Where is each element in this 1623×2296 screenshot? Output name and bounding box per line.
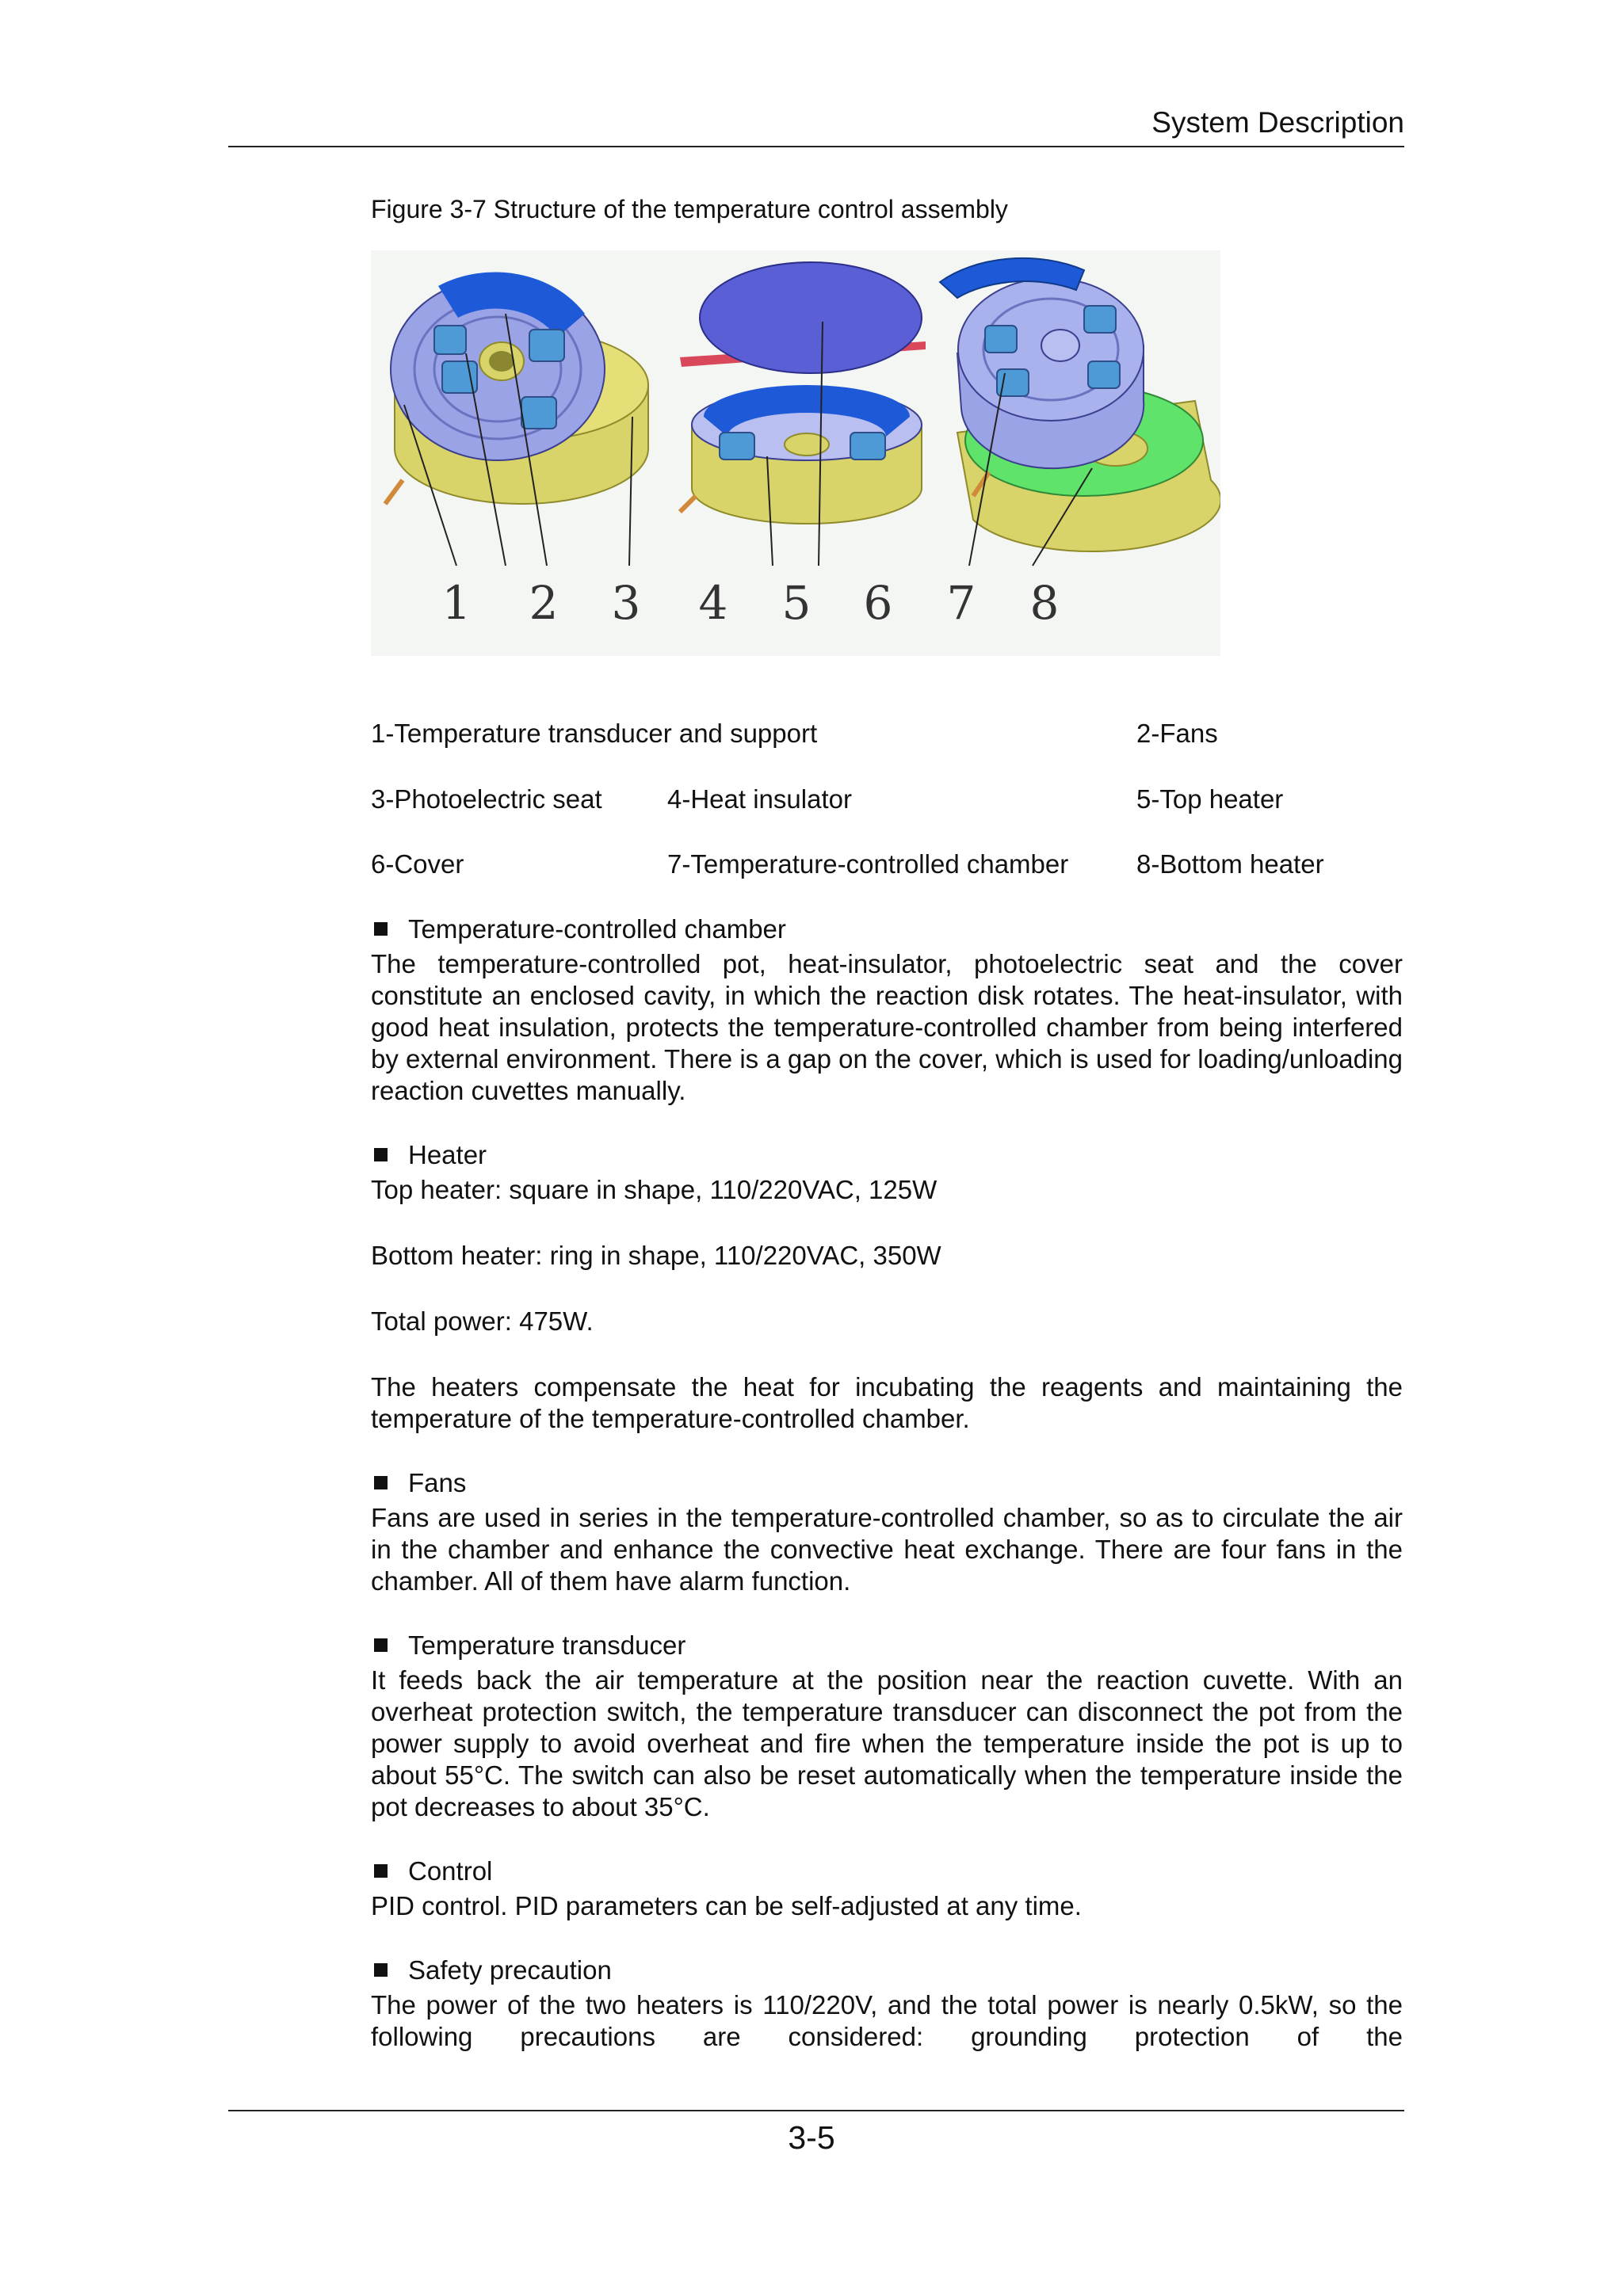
square-bullet-icon [374,922,388,936]
paragraph: The temperature-controlled pot, heat-insulator, photoelectric seat and the cover constitute an enclosed cavity, in which the reaction disk rotates. The heat-insulator, with good heat insulation, protects the temperature-controlled chamber from being interfered by external environment. There is a gap on the cover, which is used for loading/unloading reaction cuvettes manually. [371,949,1403,1105]
footer-rule [228,2110,1404,2111]
legend-item-8: 8-Bottom heater [1136,849,1324,879]
square-bullet-icon [374,1638,388,1652]
section-heading-text: Safety precaution [408,1955,612,1985]
legend-item-4: 4-Heat insulator [667,784,852,814]
paragraph: Total power: 475W. [371,1306,594,1336]
section-heading-text: Fans [408,1468,467,1497]
paragraph: The heaters compensate the heat for incubating the reagents and maintaining the temperature of the temperature-controlled chamber. [371,1372,1403,1433]
square-bullet-icon [374,1963,388,1977]
section-fans [371,1466,1403,1597]
body-content [371,913,1403,2084]
section-temperature-transducer [371,1629,1403,1823]
legend-item-1: 1-Temperature transducer and support [371,719,818,748]
square-bullet-icon [374,1476,388,1489]
callout-number-1: 1 [441,576,472,630]
callout-number-2: 2 [529,576,559,630]
section-heading-text: Control [408,1856,493,1886]
section-heading-text: Temperature-controlled chamber [408,914,786,944]
section-heading [371,1954,1403,1986]
callout-number-7: 7 [946,576,976,630]
square-bullet-icon [374,1864,388,1878]
section-heading-text: Heater [408,1140,487,1169]
legend-item-3: 3-Photoelectric seat [371,784,602,814]
section-heading [371,1138,1403,1171]
paragraph: The power of the two heaters is 110/220V, and the total power is nearly 0.5kW, so the following precautions are considered: grounding protection of the [371,1990,1403,2051]
paragraph: It feeds back the air temperature at the position near the reaction cuvette. With an overheat protection switch, the temperature transducer can disconnect the pot from the power supply to avoid overheat and fire when the temperature inside the pot is up to about 55°C. The switch can also be reset automatically when the temperature inside the pot decreases to about 35°C. [371,1665,1403,1821]
section-safety-precaution [371,1954,1403,2053]
callout-number-6: 6 [863,576,893,630]
section-heading-text: Temperature transducer [408,1630,686,1660]
callout-number-4: 4 [698,576,728,630]
figure-caption: Figure 3-7 Structure of the temperature control assembly [371,195,1008,223]
callout-number-5: 5 [781,576,812,630]
header-rule [228,146,1404,147]
paragraph: Fans are used in series in the temperature-controlled chamber, so as to circulate the air in the chamber and enhance the convective heat exchange. There are four fans in the chamber. All of them have alarm function. [371,1503,1403,1596]
callout-number-8: 8 [1029,576,1060,630]
paragraph: PID control. PID parameters can be self-adjusted at any time. [371,1891,1082,1920]
page-number: 3-5 [788,2119,835,2156]
section-heading [371,913,1403,945]
square-bullet-icon [374,1148,388,1161]
temperature-control-assembly-figure [371,250,1220,656]
section-control [371,1855,1403,1922]
legend-item-6: 6-Cover [371,849,464,879]
paragraph: Bottom heater: ring in shape, 110/220VAC, 350W [371,1241,941,1270]
section-heading [371,1466,1403,1499]
section-temperature-controlled-chamber [371,913,1403,1107]
section-heater [371,1138,1403,1435]
legend-item-5: 5-Top heater [1136,784,1284,814]
legend-item-7: 7-Temperature-controlled chamber [667,849,1069,879]
section-heading [371,1629,1403,1661]
paragraph: Top heater: square in shape, 110/220VAC, 125W [371,1175,938,1204]
legend-item-2: 2-Fans [1136,719,1218,748]
section-heading [371,1855,1403,1887]
callout-number-3: 3 [611,576,641,630]
running-header: System Description [1151,106,1404,139]
